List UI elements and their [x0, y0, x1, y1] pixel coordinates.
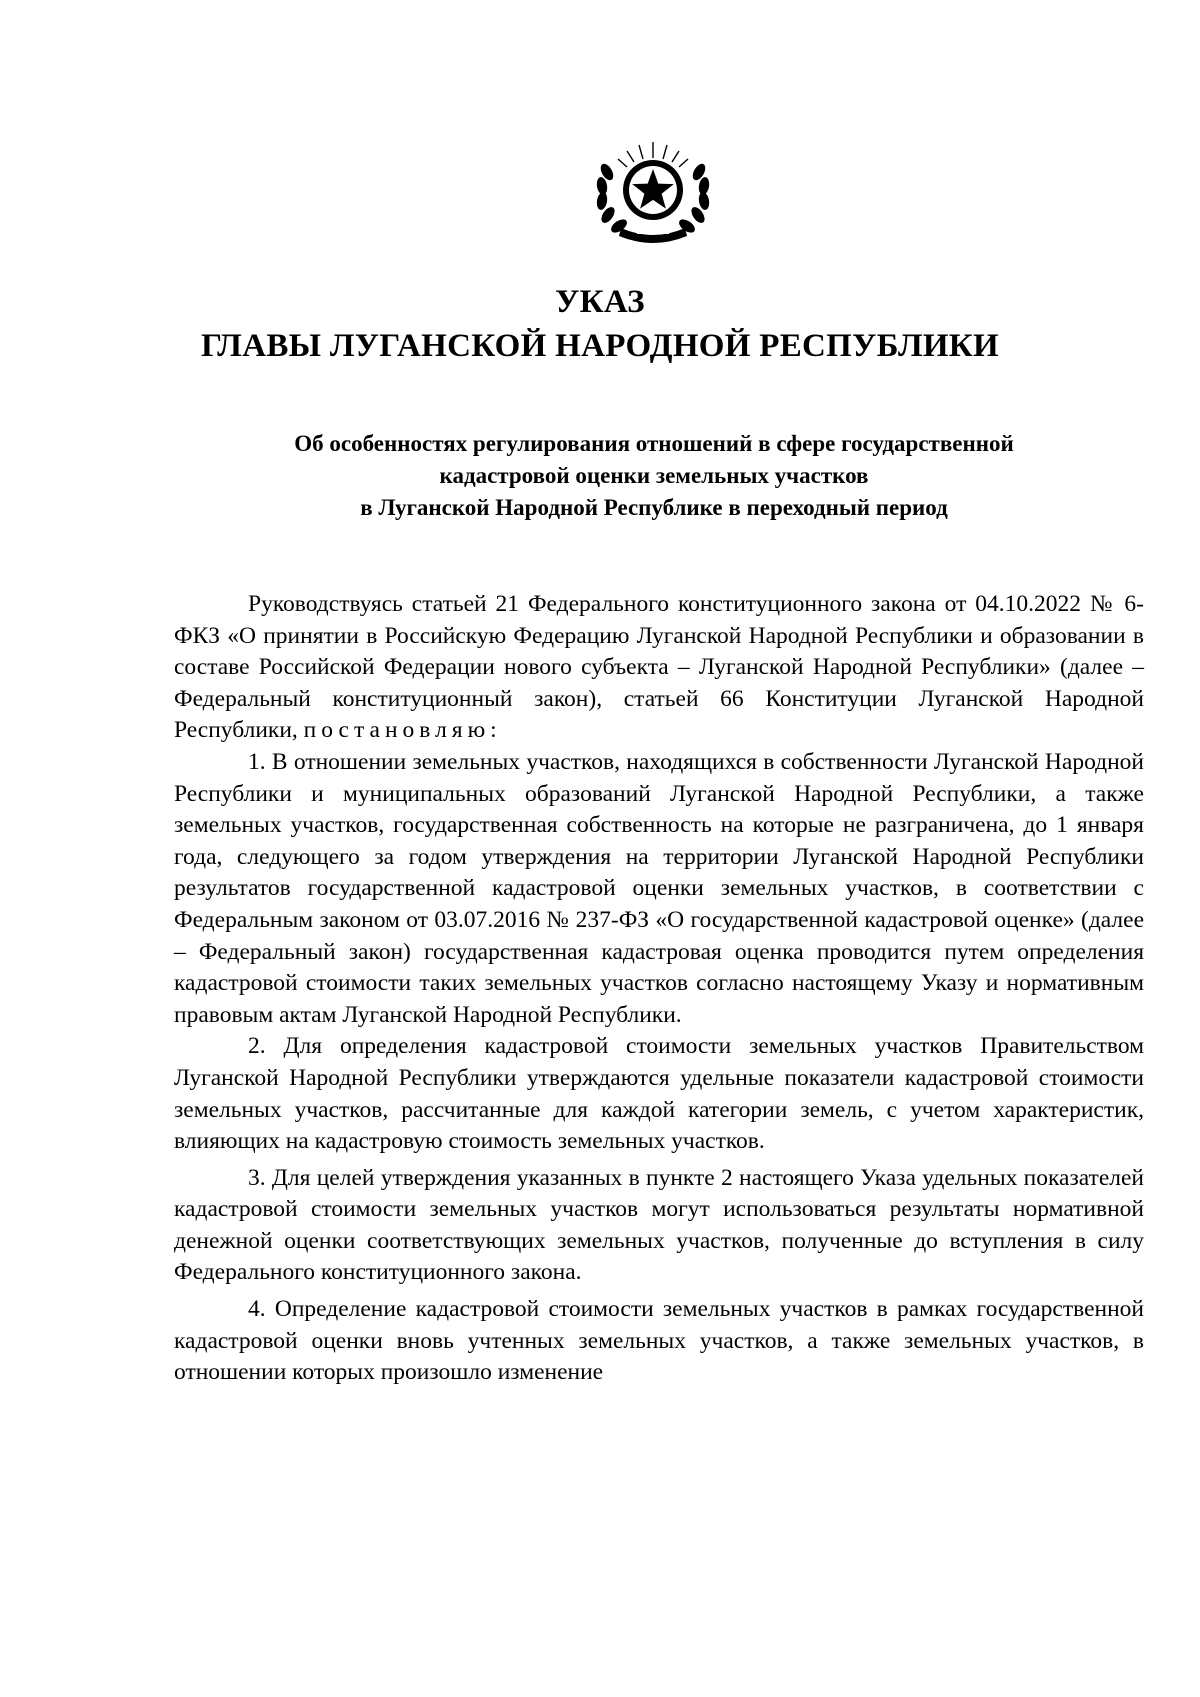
subject-line-2: кадастровой оценки земельных участков	[439, 463, 869, 488]
document-type-title: УКАЗ	[555, 284, 645, 320]
subject-line-1: Об особенностях регулирования отношений в сфере государственной	[294, 431, 1014, 456]
paragraph-1: 1. В отношении земельных участков, находящихся в собственности Луганской Народной Республики и муниципальных образований Луганской Народной Республики, а также земельных участков, государственная собственность на которые не разграничена, до 1 января года, следующего за годом утверждения на территории Луганской Народной Республики результатов государственной кадастровой оценки земельных участков, в соответствии с Федеральным законом от 03.07.2016 № 237-ФЗ «О государственной кадастровой оценке» (далее – Федеральный закон) государственная кадастровая оценка проводится путем определения кадастровой стоимости таких земельных участков согласно настоящему Указу и нормативным правовым актам Луганской Народной Республики.	[174, 748, 1144, 1028]
decree-word: постановляю:	[303, 717, 502, 744]
preamble-text: Руководствуясь статьей 21 Федерального конституционного закона от 04.10.2022 № 6-ФКЗ «О принятии в Российскую Федерацию Луганской Народной Республики и образовании в составе Российской Федерации нового субъекта – Луганской Народной Республики» (далее – Федеральный конституционный закон), статьей 66 Конституции Луганской Народной Республики,	[174, 591, 1144, 744]
preamble-paragraph	[174, 589, 1144, 747]
subject-line-3: в Луганской Народной Республике в переходный период	[360, 495, 948, 520]
decree-body	[174, 589, 1144, 1389]
decree-subject	[0, 428, 1200, 524]
paragraph-2: 2. Для определения кадастровой стоимости земельных участков Правительством Луганской Народной Республики утверждаются удельные показатели кадастровой стоимости земельных участков, рассчитанные для каждой категории земель, с учетом характеристик, влияющих на кадастровую стоимость земельных участков.	[174, 1033, 1144, 1155]
paragraph-4: 4. Определение кадастровой стоимости земельных участков в рамках государственной кадастровой оценки вновь учтенных земельных участков, а также земельных участков, в отношении которых произошло изменение	[174, 1296, 1144, 1386]
paragraph-3: 3. Для целей утверждения указанных в пункте 2 настоящего Указа удельных показателей кадастровой стоимости земельных участков могут использоваться результаты нормативной денежной оценки соответствующих земельных участков, полученные до вступления в силу Федерального конституционного закона.	[174, 1164, 1144, 1286]
coat-of-arms-icon	[591, 138, 715, 250]
issuer-title: ГЛАВЫ ЛУГАНСКОЙ НАРОДНОЙ РЕСПУБЛИКИ	[200, 328, 1000, 364]
